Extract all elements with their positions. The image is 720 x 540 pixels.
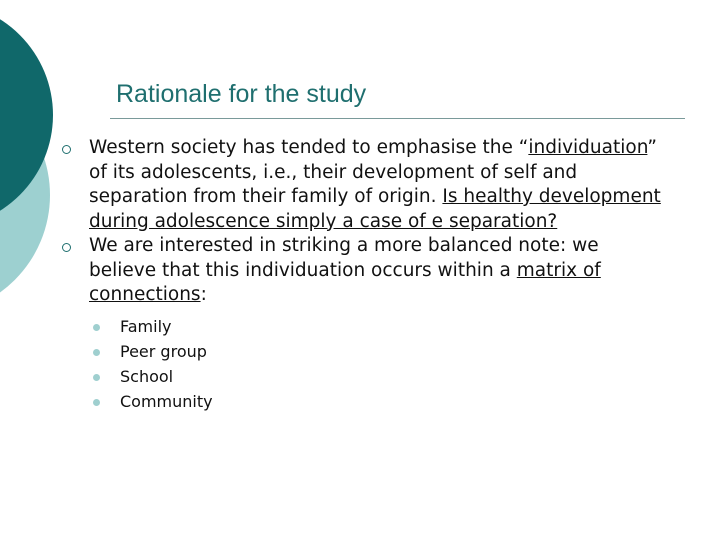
bullet-item-connections (62, 234, 662, 414)
sub-item-label: Peer group (120, 341, 207, 361)
sub-item-community (89, 389, 662, 414)
sub-item-label: School (120, 366, 174, 386)
sub-item-school (89, 364, 662, 389)
slide-title: Rationale for the study (116, 80, 367, 108)
sub-item-family (89, 314, 662, 339)
bullet-text-end: : (200, 284, 207, 305)
hollow-circle-bullet-icon (62, 243, 71, 252)
sub-item-label: Family (120, 316, 172, 336)
filled-dot-bullet-icon (93, 399, 100, 406)
filled-dot-bullet-icon (93, 374, 100, 381)
bullet-text-start: Western society has tended to emphasise the “ (89, 137, 529, 158)
underlined-individuation: individuation (528, 137, 648, 158)
bullet-item-individuation (62, 136, 662, 234)
underlined-matrix-of-connections: matrix of connections (89, 259, 601, 305)
sub-item-label: Community (120, 391, 213, 411)
bullet-text-middle: ” of its adolescents, i.e., their development of self and separation from their family of origin. (89, 137, 658, 207)
bullet-text-start: We are interested in striking a more balanced note: we believe that this individuation occurs within a (89, 235, 599, 281)
filled-dot-bullet-icon (93, 324, 100, 331)
sub-bullet-list (89, 314, 662, 414)
title-divider (110, 118, 685, 119)
bullet-list (62, 136, 662, 414)
sub-item-peer-group (89, 339, 662, 364)
filled-dot-bullet-icon (93, 349, 100, 356)
underlined-question: Is healthy development during adolescence simply a case of e separation? (89, 186, 661, 232)
hollow-circle-bullet-icon (62, 145, 71, 154)
